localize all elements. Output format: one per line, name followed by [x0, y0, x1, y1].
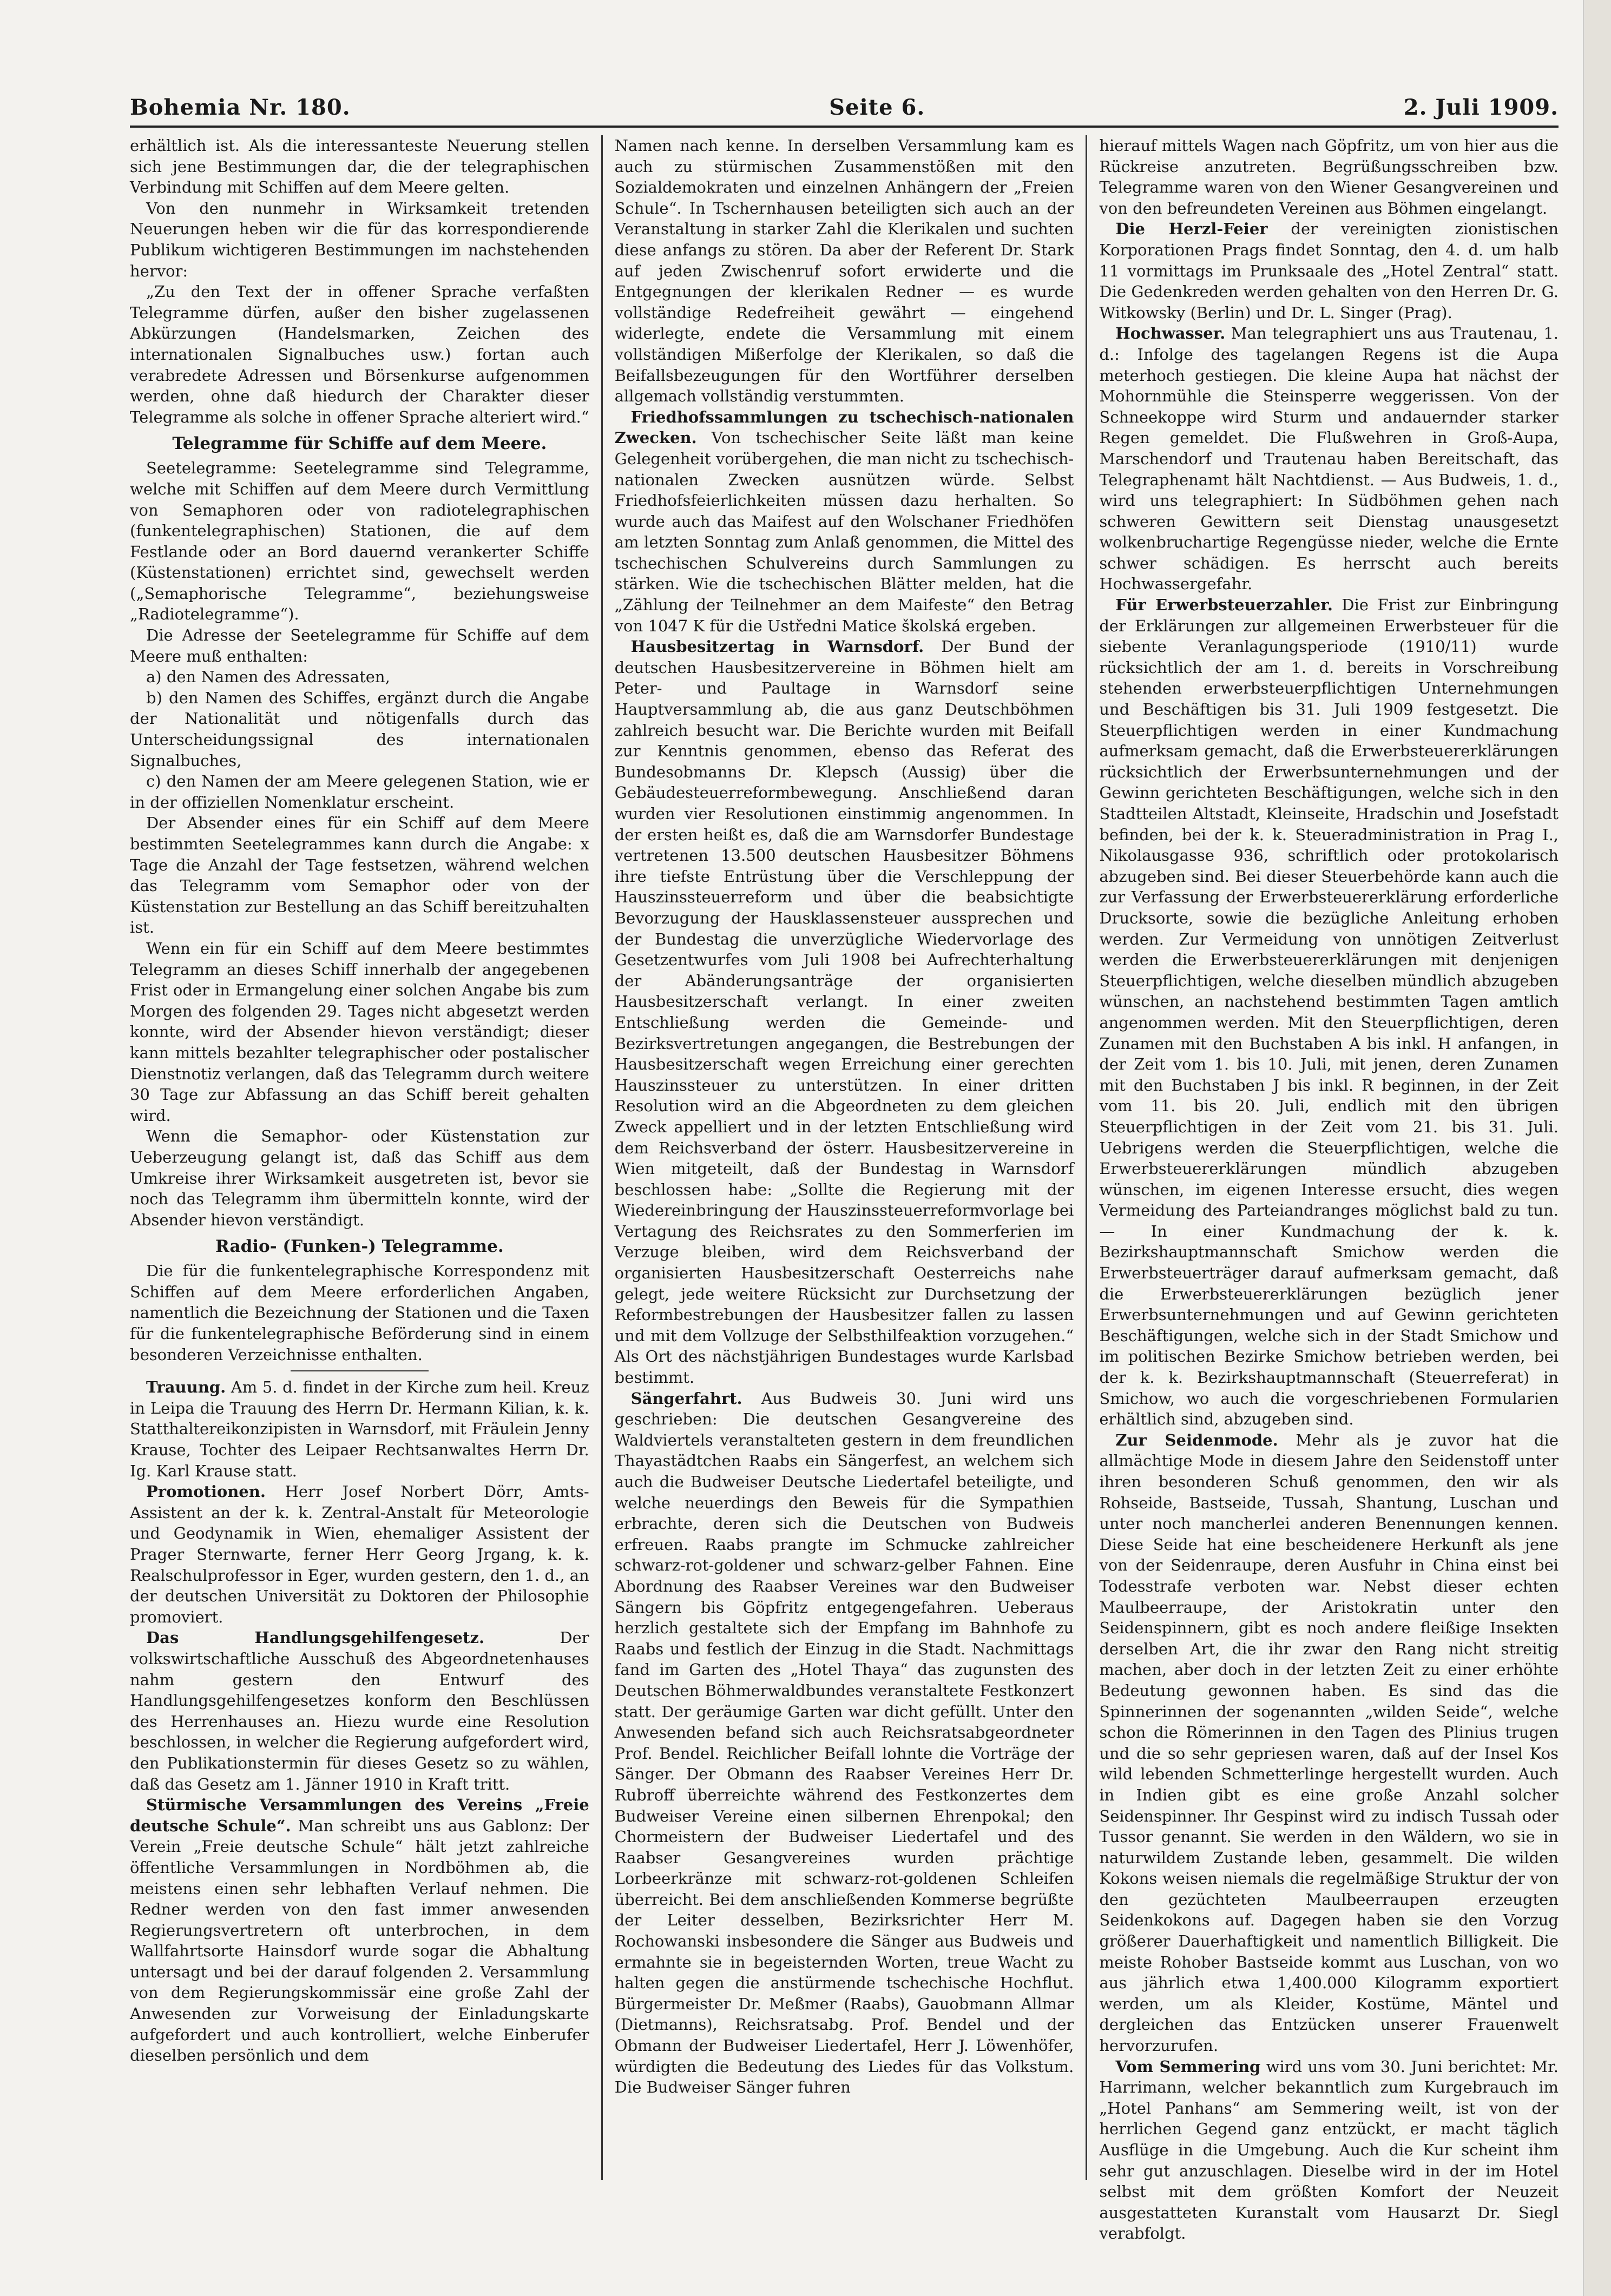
paragraph: Wenn ein für ein Schiff auf dem Meere bestimmtes Telegramm an dieses Schiff innerhalb der angegebenen Frist oder in Ermangelung einer solchen Angabe bis zum Morgen des folgenden 29. Tages nicht abgesetzt werden konnte, wird der Absender hievon verständigt; dieser kann mittels bezahlter telegraphischer oder postalischer Dienstnotiz verlangen, daß das Telegramm durch weitere 30 Tage zur Abfassung an das Schiff bereit gehalten wird.: [130, 939, 589, 1125]
newspaper-page: [130, 95, 1559, 2248]
article-body: Von tschechischer Seite läßt man keine Gelegenheit vorübergehen, die man nicht zu tschechisch-nationalen Zwecken ausnützen würde. Selbst Friedhofsfeierlichkeiten müssen dazu herhalten. So wurde auch das Maifest auf den Wolschaner Friedhöfen am letzten Sonntag zum Anlaß genommen, die Mittel des tschechischen Schulvereins durch Sammlungen zu stärken. Wie die tschechischen Blätter melden, hat die „Zählung der Teilnehmer an dem Maifeste“ den Betrag von 1047 K für die Ustředni Matice školská ergeben.: [614, 428, 1074, 635]
article: [130, 1481, 589, 1627]
paragraph: Wenn die Semaphor- oder Küstenstation zur Ueberzeugung gelangt ist, daß das Schiff aus dem Umkreise ihrer Wirksamkeit ausgetreten ist, bevor sie noch das Telegramm ihm übermitteln konnte, wird der Absender hievon verständigt.: [130, 1127, 589, 1229]
article-title: Die Herzl-Feier: [1115, 220, 1268, 239]
header-right: 2. Juli 1909.: [1403, 95, 1559, 120]
article-title: Zur Seidenmode.: [1115, 1430, 1278, 1449]
paragraph: Seetelegramme: Seetelegramme sind Telegramme, welche mit Schiffen auf dem Meere durch Vermittlung von Semaphoren oder von radiotelegraphischen (funkentelegraphischen) Stationen, die auf dem Festlande oder an Bord dauernd verankerter Schiffe (Küstenstationen) errichtet sind, gewechselt werden („Semaphorische Telegramme“, beziehungsweise „Radiotelegramme“).: [130, 459, 589, 624]
article: [1099, 1430, 1559, 2056]
article: [1099, 219, 1559, 323]
article-title: Friedhofssammlungen zu tschechisch-nationalen Zwecken.: [614, 407, 1074, 447]
article: [615, 1388, 1074, 2098]
article: [130, 1794, 589, 2066]
article-body: wird uns vom 30. Juni berichtet: Mr. Harrimann, welcher bekanntlich zum Kurgebrauch im „Hotel Panhans“ am Semmering weilt, ist von der herrlichen Gegend ganz entzückt, er macht täglich Ausflüge in die Umgebung. Auch die Kur scheint ihm sehr gut anzuschlagen. Dieselbe wird in der im Hotel selbst mit dem größten Komfort der Neuzeit ausgestatteten Kuranstalt vom Hausarzt Dr. Siegl verabfolgt.: [1099, 2057, 1559, 2243]
section-heading: Telegramme für Schiffe auf dem Meere.: [172, 434, 547, 454]
header-left: Bohemia Nr. 180.: [130, 95, 351, 120]
divider: [291, 1370, 429, 1371]
paragraph: hierauf mittels Wagen nach Göpfritz, um von hier aus die Rückreise anzutreten. Begrüßungsschreiben bzw. Telegramme waren von den Wiener Gesangvereinen und von den befreundeten Vereinen aus Böhmen eingelangt.: [1099, 136, 1559, 217]
article-body: Mehr als je zuvor hat die allmächtige Mode in diesem Jahre den Seidenstoff unter ihren besonderen Schuß genommen, den wir als Rohseide, Bastseide, Tussah, Shantung, Luschan und unter noch mancherlei anderen Benennungen kennen. Diese Seide hat eine bescheidenere Herkunft als jene von der Seidenraupe, deren Ausfuhr in China einst bei Todesstrafe verboten war. Nebst dieser echten Maulbeerraupe, der Aristokratin unter den Seidenspinnern, gibt es noch andere fleißige Insekten derselben Art, die ihr zwar den Rang nicht streitig machen, aber doch in der letzten Zeit zu einer erhöhte Bedeutung gewonnen haben. Es sind das die Spinnerinnen der sogenannten „wilden Seide“, welche schon die Römerinnen in den Tagen des Plinius trugen und die so sehr gepriesen waren, daß auf der Insel Kos wild lebenden Schmetterlinge hergestellt wurden. Auch in Indien gibt es eine große Anzahl solcher Seidenspinner. Ihr Gespinst wird zu indisch Tussah oder Tussor genannt. Sie werden in den Wäldern, wo sie in naturwildem Zustande leben, gesammelt. Die wilden Kokons weisen niemals die regelmäßige Struktur der von den gezüchteten Maulbeerraupen erzeugten Seidenkokons auf. Dagegen haben sie den Vorzug größerer Dauerhaftigkeit und namentlich Billigkeit. Die meiste Rohober Bastseide kommt aus Luschan, von wo aus jährlich etwa 1,400.000 Kilogramm exportiert werden, um als Kleider, Kostüme, Mäntel und dergleichen das Entzücken unserer Frauenwelt hervorzurufen.: [1099, 1430, 1559, 2055]
paragraph: erhältlich ist. Als die interessanteste Neuerung stellen sich jene Bestimmungen dar, die der telegraphischen Verbindung mit Schiffen auf dem Meere gelten.: [130, 136, 589, 197]
article-title: Vom Semmering: [1115, 2057, 1261, 2076]
article: [1099, 595, 1559, 1430]
article-title: Hausbesitzertag in Warnsdorf.: [630, 637, 924, 656]
article-body: Man telegraphiert uns aus Trautenau, 1. d.: Infolge des tagelangen Regens ist die Aupa meterhoch gestiegen. Die kleine Aupa hat nächst der Mohornmühle die Steinsperre weggerissen. Von der Schneekoppe wird Sturm und andauernder starker Regen gemeldet. Die Flußwehren in Groß-Aupa, Marschendorf und Trautenau haben Bereitschaft, das Telegraphenamt hält Nachtdienst. — Aus Budweis, 1. d., wird uns telegraphiert: In Südböhmen gehen nach schweren Gewittern seit Dienstag unausgesetzt wolkenbruchartige Regengüsse nieder, welche die Ernte schwer schädigen. Es herrscht auch bereits Hochwassergefahr.: [1099, 324, 1559, 593]
page-edge: [1583, 0, 1611, 2296]
list-item: c) den Namen der am Meere gelegenen Station, wie er in der offiziellen Nomenklatur erscheint.: [130, 772, 589, 811]
column-2: [601, 135, 1086, 2180]
article-body: Man schreibt uns aus Gablonz: Der Verein „Freie deutsche Schule“ hält jetzt zahlreiche öffentliche Versammlungen in Nordböhmen ab, die meistens einen sehr lebhaften Verlauf nehmen. Die Redner werden von den fast immer anwesenden Regierungsvertretern oft unterbrochen, in dem Wallfahrtsorte Hainsdorf wurde sogar die Abhaltung untersagt und bei der darauf folgenden 2. Versammlung von dem Regierungskommissär eine große Zahl der Anwesenden zur Vorweisung der Einladungskarte aufgefordert und auch kontrolliert, welche Einberufer dieselben persönlich und dem: [130, 1816, 589, 2065]
columns: [130, 135, 1559, 2243]
article-title: Promotionen.: [146, 1482, 266, 1501]
article-title: Trauung.: [146, 1378, 226, 1397]
article: [1099, 2056, 1559, 2244]
article-body: Die Frist zur Einbringung der Erklärungen zur allgemeinen Erwerbsteuer für die siebente Veranlagungsperiode (1910/11) wurde rücksichtlich der am 1. d. bereits in Vorschreibung stehenden erwerbsteuerpflichtigen Unternehmungen und Beschäftigen bis 31. Juli 1909 festgesetzt. Die Steuerpflichtigen werden in einer Kundmachung aufmerksam gemacht, daß die Erwerbsteuererklärungen rücksichtlich der Erwerbsunternehmungen und der Gewinn gerichteten Beschäftigungen, welche sich in den Stadtteilen Altstadt, Kleinseite, Hradschin und Josefstadt befinden, bei der k. k. Steueradministration in Prag I., Nikolausgasse 936, schriftlich oder protokolarisch abzugeben sind. Bei dieser Steuerbehörde kann auch die zur Verfassung der Erwerbsteuererklärung erforderliche Drucksorte, sowie die bezügliche Anleitung erhoben werden. Zur Vermeidung von unnötigen Zeitverlust werden die Erwerbsteuererklärungen mit denjenigen Steuerpflichtigen, welche dieselben mündlich abzugeben wünschen, an nachstehend bestimmten Tagen amtlich angenommen werden. Mit den Steuerpflichtigen, deren Zunamen mit den Buchstaben A bis inkl. H anfangen, in der Zeit vom 1. bis 10. Juli, mit jenen, deren Zunamen mit den Buchstaben J bis inkl. R beginnen, in der Zeit vom 11. bis 20. Juli, endlich mit den übrigen Steuerpflichtigen in der Zeit vom 21. bis 31. Juli. Uebrigens werden die Steuerpflichtigen, welche die Erwerbsteuererklärungen mündlich abzugeben wünschen, im eigenen Interesse ersucht, dies wegen Vermeidung des Parteiandranges möglichst bald zu tun. — In einer Kundmachung der k. k. Bezirkshauptmannschaft Smichow werden die Erwerbsteuerträger darauf aufmerksam gemacht, daß die Erwerbsteuererklärungen bezüglich jener Erwerbsunternehmungen und auf Gewinn gerichteten Beschäftigungen, welche sich in der Stadt Smichow und im politischen Bezirke Smichow betrieben werden, bei der k. k. Bezirkshauptmannschaft (Steuerreferat) in Smichow, wo auch die vorgeschriebenen Formularien erhältlich sind, abzugeben sind.: [1099, 596, 1559, 1429]
paragraph: Die für die funkentelegraphische Korrespondenz mit Schiffen auf dem Meere erforderlichen Angaben, namentlich die Bezeichnung der Stationen und die Taxen für die funkentelegraphische Beförderung sind in einem besonderen Verzeichnisse enthalten.: [130, 1262, 589, 1364]
article-title: Sängerfahrt.: [630, 1389, 742, 1408]
column-1: [130, 135, 601, 2180]
article-body: der vereinigten zionistischen Korporationen Prags findet Sonntag, den 4. d. um halb 11 vormittags im Prunksaale des „Hotel Zentral“ statt. Die Gedenkreden werden gehalten von den Herren Dr. G. Witkowsky (Berlin) und Dr. L. Singer (Prag).: [1099, 220, 1559, 322]
article: [615, 636, 1074, 1388]
article-body: Am 5. d. findet in der Kirche zum heil. Kreuz in Leipa die Trauung des Herrn Dr. Hermann Kilian, k. k. Statthaltereikonzipisten in Warnsdorf, mit Fräulein Jenny Krause, Tochter des Leipaer Rechtsanwaltes Herrn Dr. Ig. Karl Krause statt.: [130, 1378, 589, 1480]
page-header: [130, 95, 1559, 128]
article: [615, 407, 1074, 637]
article: [130, 1627, 589, 1794]
paragraph: Der Absender eines für ein Schiff auf dem Meere bestimmten Seetelegrammes kann durch die Angabe: x Tage die Anzahl der Tage festsetzen, während welchen das Telegramm vom Semaphor oder von der Küstenstation zur Bestellung an das Schiff bereitzuhalten ist.: [130, 814, 589, 937]
article-body: Der volkswirtschaftliche Ausschuß des Abgeordnetenhauses nahm gestern den Entwurf des Handlungsgehilfengesetzes konform den Beschlüssen des Herrenhauses an. Hiezu wurde eine Resolution beschlossen, in welcher die Regierung aufgefordert wird, den Publikationstermin für dieses Gesetz so zu wählen, daß das Gesetz am 1. Jänner 1910 in Kraft tritt.: [130, 1628, 589, 1793]
list-item: a) den Namen des Adressaten,: [146, 668, 390, 687]
article-body: Herr Josef Norbert Dörr, Amts-Assistent an der k. k. Zentral-Anstalt für Meteorologie und Geodynamik in Wien, ehemaliger Assistent der Prager Sternwarte, ferner Herr Georg Jrgang, k. k. Realschulprofessor in Eger, wurden gestern, den 1. d., an der deutschen Universität zu Doktoren der Philosophie promoviert.: [130, 1482, 589, 1626]
article-body: Aus Budweis 30. Juni wird uns geschrieben: Die deutschen Gesangvereine des Waldviertels veranstalteten gestern in dem freundlichen Thayastädtchen Raabs ein Sängerfest, an welchem sich auch die Budweiser Deutsche Liedertafel beteiligte, und welche neuerdings den Beweis für die Sympathien erbrachte, deren sich die Deutschen von Budweis erfreuen. Raabs prangte im Schmucke zahlreicher schwarz-rot-goldener und schwarz-gelber Fahnen. Eine Abordnung des Raabser Vereines war den Budweiser Sängern bis Göpfritz entgegengefahren. Ueberaus herzlich gestaltete sich der Empfang im Bahnhofe zu Raabs und festlich der Einzug in die Stadt. Nachmittags fand im Garten des „Hotel Thaya“ das zugunsten des Deutschen Böhmerwaldbundes veranstaltete Festkonzert statt. Der geräumige Garten war dicht gefüllt. Unter den Anwesenden befand sich auch Reichsratsabgeordneter Prof. Bendel. Reichlicher Beifall lohnte die Vorträge der Sänger. Der Obmann des Raabser Vereines Herr Dr. Rubroff überreichte während des Festkonzertes dem Budweiser Vereine einen silbernen Ehrenpokal; den Chormeistern der Budweiser Liedertafel und des Raabser Gesangvereines wurden prächtige Lorbeerkränze mit schwarz-rot-goldenen Schleifen überreicht. Bei dem anschließenden Kommerse begrüßte der Leiter desselben, Bezirksrichter Herr M. Rochowanski insbesondere die Sänger aus Budweis und ermahnte sie in begeisternden Worten, treue Wacht zu halten gegen die anstürmende tschechische Hochflut. Bürgermeister Dr. Meßmer (Raabs), Gauobmann Allmar (Dietmanns), Reichsratsabg. Prof. Bendel und der Obmann der Budweiser Liedertafel, Herr J. Löwenhöfer, würdigten die Bedeutung des Liedes für das Volkstum. Die Budweiser Sänger fuhren: [614, 1389, 1074, 2097]
article-title: Hochwasser.: [1115, 324, 1226, 343]
section-heading: Radio- (Funken-) Telegramme.: [215, 1237, 504, 1257]
paragraph: „Zu den Text der in offener Sprache verfaßten Telegramme dürfen, außer den bisher zugelassenen Abkürzungen (Handelsmarken, Zeichen des internationalen Signalbuches usw.) fortan auch verabredete Adressen und Börsenkurse aufgenommen werden, ohne daß hiedurch der Charakter dieser Telegramme als solche in offener Sprache alteriert wird.“: [130, 282, 589, 426]
paragraph: Die Adresse der Seetelegramme für Schiffe auf dem Meere muß enthalten:: [130, 626, 589, 665]
article: [130, 1377, 589, 1481]
article-body: Der Bund der deutschen Hausbesitzervereine in Böhmen hielt am Peter- und Paultage in Warnsdorf seine Hauptversammlung ab, die aus ganz Deutschböhmen zahlreich besucht war. Die Berichte wurden mit Beifall zur Kenntnis genommen, ebenso das Referat des Bundesobmanns Dr. Klepsch (Aussig) über die Gebäudesteuerreformbewegung. Anschließend daran wurden vier Resolutionen einstimmig angenommen. In der ersten heißt es, daß die am Warnsdorfer Bundestage vertretenen 13.500 deutschen Hausbesitzer Böhmens ihre tiefste Entrüstung über die Verschleppung der Hauszinssteuerreform und über die beabsichtigte Bevorzugung der Hausklassensteuer aussprechen und der Bundestag die unverzügliche Wiedervorlage des Gesetzentwurfes vom Juli 1908 bei Aufrechterhaltung der Abänderungsanträge der organisierten Hausbesitzerschaft verlangt. In einer zweiten Entschließung werden die Gemeinde- und Bezirksvertretungen angegangen, die Bestrebungen der Hausbesitzerschaft wegen Erreichung einer gerechten Hauszinssteuer zu unterstützen. In einer dritten Resolution wird an die Abgeordneten zu dem gleichen Zweck appelliert und in der letzten Entschließung wird dem Reichsverband der österr. Hausbesitzervereine in Wien mitgeteilt, daß der Bundestag in Warnsdorf beschlossen habe: „Sollte die Regierung mit der Wiedereinbringung der Hauszinssteuerreformvorlage bei Vertagung des Reichsrates zu den Sommerferien im Verzuge bleiben, wird dem Reichsverband der organisierten Hausbesitzerschaft Oesterreichs nahe gelegt, jede weitere Rücksicht zur Durchsetzung der Reformbestrebungen der Hausbesitzer fallen zu lassen und mit dem Vollzuge der Selbsthilfeaktion vorzugehen.“ Als Ort des nächstjährigen Bundestages wurde Karlsbad bestimmt.: [614, 637, 1074, 1387]
article: [1099, 323, 1559, 595]
column-3: [1086, 135, 1559, 2243]
article-title: Das Handlungsgehilfengesetz.: [146, 1628, 485, 1647]
paragraph: Namen nach kenne. In derselben Versammlung kam es auch zu stürmischen Zusammenstößen mit den Sozialdemokraten und einzelnen Anhängern der „Freien Schule“. In Tschernhausen beteiligten sich auch an der Veranstaltung in starker Zahl die Klerikalen und suchten diese anfangs zu stören. Da aber der Referent Dr. Stark auf jeden Zwischenruf sofort erwiderte und die Entgegnungen der klerikalen Redner — es wurde vollständige Redefreiheit gewährt — eingehend widerlegte, endete die Versammlung mit einem vollständigen Mißerfolge der Klerikalen, so daß die Beifallsbezeugungen für den Wortführer derselben allgemach vollständig verstummten.: [614, 136, 1074, 406]
paragraph: Von den nunmehr in Wirksamkeit tretenden Neuerungen heben wir die für das korrespondierende Publikum wichtigeren Bestimmungen im nachstehenden hervor:: [130, 199, 589, 280]
list-item: b) den Namen des Schiffes, ergänzt durch die Angabe der Nationalität und nötigenfalls durch das Unterscheidungssignal des internationalen Signalbuches,: [130, 688, 589, 770]
article-title: Für Erwerbsteuerzahler.: [1115, 596, 1333, 615]
article-title: Stürmische Versammlungen des Vereins „Freie deutsche Schule“.: [130, 1796, 589, 1835]
header-center: Seite 6.: [829, 95, 925, 120]
